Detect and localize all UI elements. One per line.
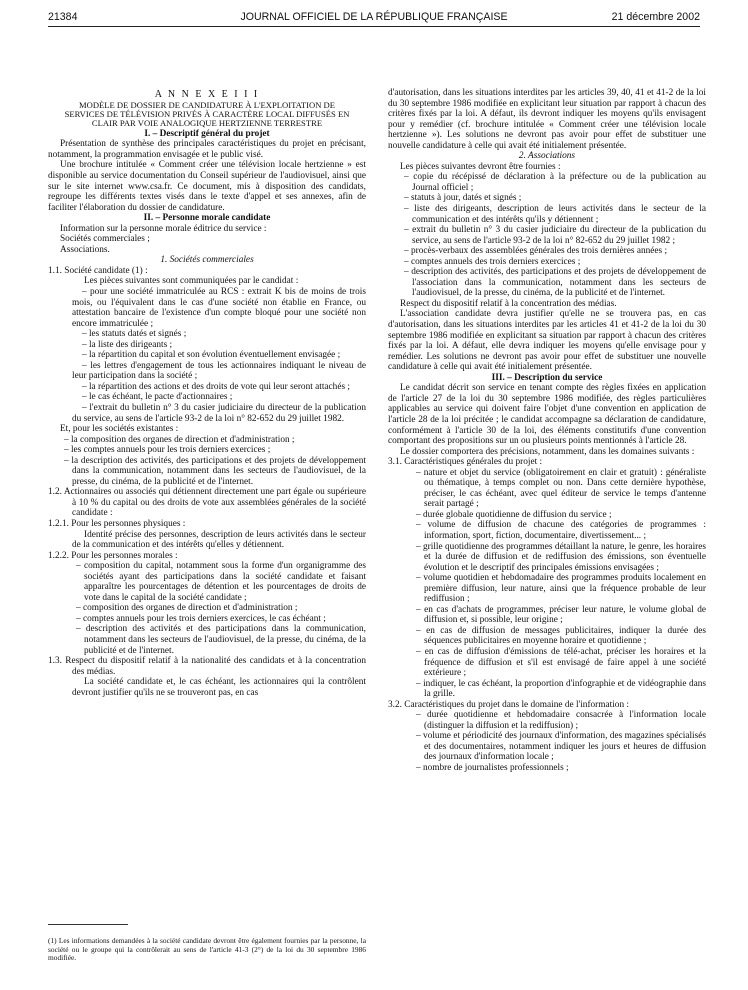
list-item: – volume de diffusion de chacune des catégories de programmes : information, sport, fiction, documentaire, divertissement... ; bbox=[416, 520, 706, 541]
section-3-title: III. – Description du service bbox=[491, 372, 603, 383]
list-item: – description des activités, des participations et des projets de développement de l'association dans la communication, notamment dans les secteurs de l'audiovisuel, de la presse, du cinéma, de la publicité et de l'internet. bbox=[404, 267, 706, 299]
paragraph: Information sur la personne morale éditrice du service : bbox=[60, 223, 267, 234]
list-item: – volume quotidien et hebdomadaire des programmes produits localement en première diffusion, leur nature, ainsi que la fréquence probable de leur rediffusion ; bbox=[416, 573, 706, 605]
section-2-title: II. – Personne morale candidate bbox=[143, 213, 271, 224]
list-item: – nature et objet du service (obligatoirement en clair et gratuit) : généraliste ou thématique, à temps complet ou non. Dans cette dernière hypothèse, préciser, le cas échéant, avec quel éditeur de service le temps d'antenne serait partagé ; bbox=[416, 467, 706, 510]
list-item: – procès-verbaux des assemblées générales des trois dernières années ; bbox=[404, 246, 668, 257]
list-item: – composition du capital, notamment sous la forme d'un organigramme des sociétés ayant des participations dans la société candidate et faisant apparaître les pourcentages de détention et les pourcentages de droits de vote dans le capital de la société candidate ; bbox=[76, 561, 366, 603]
paragraph: d'autorisation, dans les situations interdites par les articles 39, 40, 41 et 41-2 de la loi du 30 septembre 1986 modifiée en explicitant leur situation par rapport à chacun des critères fixés par la loi. A défaut, ils devront indiquer les moyens qu'ils envisagent pour y remédier (cf. brochure intitulée « Comment créer une télévision locale hertzienne »). Les solutions ne devront pas avoir pour effet de substituer une nouvelle candidature à celle qui avait été initialement présentée. bbox=[388, 88, 706, 151]
item-heading: 3.1. Caractéristiques générales du projet : bbox=[388, 457, 543, 468]
list-item: – liste des dirigeants, description de leurs activités dans le secteur de la communication et des intérêts qu'ils y détiennent ; bbox=[404, 204, 706, 225]
item-heading: 1.2. Actionnaires ou associés qui détiennent directement une part égale ou supérieure à 10 % du capital ou des droits de vote aux assemblées générales de la société candidate : bbox=[48, 487, 366, 519]
issue-date: 21 décembre 2002 bbox=[611, 11, 700, 23]
subsection-title: 1. Sociétés commerciales bbox=[160, 255, 254, 266]
paragraph: Les pièces suivantes sont communiquées par le candidat : bbox=[84, 276, 299, 287]
paragraph: Respect du dispositif relatif à la concentration des médias. bbox=[400, 298, 617, 309]
right-column bbox=[388, 88, 706, 774]
annex-title: MODÈLE DE DOSSIER DE CANDIDATURE À L'EXPLOITATION DE SERVICES DE TÉLÉVISION PRIVÉS À CARACTÈRE LOCAL DIFFUSÉS EN CLAIR PAR VOIE ANALOGIQUE HERTZIENNE TERRESTRE bbox=[64, 99, 350, 129]
paragraph: Une brochure intitulée « Comment créer une télévision locale hertzienne » est disponible au service documentation du Conseil supérieur de l'audiovisuel, ainsi que sur le site internet www.csa.fr. Ce document, mis à disposition des candidats, regroupe les différents textes visés dans le texte d'appel et ses annexes, afin de faciliter l'élaboration du dossier de candidature. bbox=[48, 160, 366, 213]
paragraph: Sociétés commerciales ; bbox=[60, 234, 150, 245]
footnote-rule bbox=[48, 924, 128, 925]
list-item: – volume et périodicité des journaux d'information, des magazines spécialisés et des documentaires, notamment indiquer les jours et heures de diffusion des journaux d'information locale ; bbox=[416, 731, 706, 763]
list-item: – pour une société immatriculée au RCS : extrait K bis de moins de trois mois, ou l'équivalent dans le cas d'une société non établie en France, ou attestation bancaire de l'existence d'un compte bloqué pour une société non encore immatriculée ; bbox=[72, 286, 366, 329]
subsection-title: 2. Associations bbox=[518, 151, 576, 162]
list-item: – durée globale quotidienne de diffusion du service ; bbox=[416, 509, 612, 520]
header-rule bbox=[48, 26, 700, 27]
list-item: – en cas de diffusion d'émissions de télé-achat, préciser les horaires et la fréquence de diffusion et s'il est envisagé de faire appel à une société extérieure ; bbox=[416, 646, 706, 679]
list-item: – extrait du bulletin n° 3 du casier judiciaire du directeur de la publication du service, au sens de l'article 93-2 de la loi n° 82-652 du 29 juillet 1982 ; bbox=[404, 225, 706, 246]
list-item: – la composition des organes de direction et d'administration ; bbox=[64, 434, 295, 445]
item-heading: 1.2.2. Pour les personnes morales : bbox=[48, 550, 178, 561]
list-item: – nombre de journalistes professionnels ; bbox=[416, 763, 569, 773]
paragraph: Le dossier comportera des précisions, notamment, dans les domaines suivants : bbox=[400, 446, 695, 457]
item-heading: 1.2.1. Pour les personnes physiques : bbox=[48, 519, 186, 529]
list-item: – en cas d'achats de programmes, préciser leur nature, le volume global de diffusion et, si possible, leur origine ; bbox=[416, 604, 706, 626]
list-item: – le cas échéant, le pacte d'actionnaires ; bbox=[82, 392, 233, 403]
paragraph: Présentation de synthèse des principales caractéristiques du projet en précisant, notamment, la programmation envisagée et le public visé. bbox=[48, 139, 366, 160]
list-item: – les comptes annuels pour les trois derniers exercices ; bbox=[64, 445, 271, 456]
list-item: – indiquer, le cas échéant, la proportion d'infographie et de vidéographie dans la grille. bbox=[416, 678, 706, 700]
list-item: – durée quotidienne et hebdomadaire consacrée à l'information locale (distinguer la diffusion et la rediffusion) ; bbox=[416, 710, 706, 731]
paragraph: Identité précise des personnes, description de leurs activités dans le secteur de la communication et des intérêts qu'elles y détiennent. bbox=[72, 529, 366, 551]
paragraph: L'association candidate devra justifier qu'elle ne se trouvera pas, en cas d'autorisation, dans les situations interdites par les articles 41 et 41-2 de la loi du 30 septembre 1986 modifiée en explicitant sa situation par rapport à chacun des critères fixés par la loi. A défaut, elle devra indiquer les moyens qu'elle envisage pour y remédier. Les solutions ne devront pas avoir pour effet de substituer une nouvelle candidature à celle qui avait été initialement présentée. bbox=[388, 309, 706, 373]
list-item: – statuts à jour, datés et signés ; bbox=[404, 193, 522, 204]
list-item: – comptes annuels pour les trois derniers exercices, le cas échéant ; bbox=[76, 613, 326, 624]
footnote: (1) Les informations demandées à la société candidate devront être également fournies par la personne, la société ou le groupe qui la contrôlerait au sens de l'article 41-3 (2°) de la loi du 30 septembre 1986 modifiée. bbox=[48, 936, 366, 963]
annex-heading: A N N E X E I I I bbox=[154, 89, 260, 100]
item-heading: 3.2. Caractéristiques du projet dans le domaine de l'information : bbox=[388, 699, 630, 710]
item-heading: 1.3. Respect du dispositif relatif à la nationalité des candidats et à la concentration des médias. bbox=[48, 656, 366, 677]
page-number: 21384 bbox=[48, 11, 78, 23]
list-item: – comptes annuels des trois derniers exercices ; bbox=[404, 256, 581, 267]
left-column bbox=[48, 90, 366, 698]
paragraph: Associations. bbox=[60, 244, 110, 255]
list-item: – la répartition du capital et son évolution éventuellement envisagée ; bbox=[82, 350, 341, 361]
list-item: – copie du récépissé de déclaration à la préfecture ou de la publication au Journal officiel ; bbox=[404, 172, 706, 193]
item-heading: 1.1. Société candidate (1) : bbox=[48, 265, 148, 276]
list-item: – les lettres d'engagement de tous les actionnaires indiquant le niveau de leur participation dans la société ; bbox=[72, 360, 366, 382]
list-item: – l'extrait du bulletin n° 3 du casier judiciaire du directeur de la publication du service, au sens de l'article 93-2 de la loi n° 82-652 du 29 juillet 1982. bbox=[72, 402, 366, 424]
section-1-title: I. – Descriptif général du projet bbox=[144, 128, 270, 139]
list-item: – la description des activités, des participations et des projets de développement dans la communication, notamment dans les secteurs de l'audiovisuel, de la presse, du cinéma, de la publicité et de l'internet. bbox=[64, 455, 366, 487]
journal-title: JOURNAL OFFICIEL DE LA RÉPUBLIQUE FRANÇAISE bbox=[240, 11, 508, 23]
list-item: – les statuts datés et signés ; bbox=[82, 329, 187, 340]
paragraph: Et, pour les sociétés existantes : bbox=[60, 424, 179, 435]
list-item: – composition des organes de direction et d'administration ; bbox=[76, 603, 298, 614]
paragraph: Le candidat décrit son service en tenant compte des règles fixées en application de l'article 27 de la loi du 30 septembre 1986 modifiée, des règles particulières applicables au service qui doivent faire l'objet d'une convention en application de l'article 28 de la loi précitée ; le candidat accompagne sa déclaration de candidature, conformément à l'article 30 de la loi, des éléments constitutifs d'une convention comportant des propositions sur un ou plusieurs points mentionnés à l'article 28. bbox=[388, 383, 706, 447]
list-item: – description des activités et des participations dans la communication, notamment dans les secteurs de l'audiovisuel, de la presse, du cinéma, de la publicité et de l'internet. bbox=[76, 624, 366, 656]
list-item: – la liste des dirigeants ; bbox=[82, 339, 173, 350]
list-item: – la répartition des actions et des droits de vote qui leur seront attachés ; bbox=[82, 381, 350, 392]
list-item: – grille quotidienne des programmes détaillant la nature, le genre, les horaires et la durée de diffusion et de rediffusion des émissions, son éventuelle évolution et le descriptif des principales émissions envisagées ; bbox=[416, 541, 706, 573]
paragraph: La société candidate et, le cas échéant, les actionnaires qui la contrôlent devront justifier qu'ils ne se trouveront pas, en cas bbox=[72, 677, 366, 698]
paragraph: Les pièces suivantes devront être fournies : bbox=[400, 161, 561, 172]
list-item: – en cas de diffusion de messages publicitaires, indiquer la durée des séquences publicitaires en moyenne horaire et quotidienne ; bbox=[416, 625, 706, 647]
page-header bbox=[48, 8, 700, 24]
